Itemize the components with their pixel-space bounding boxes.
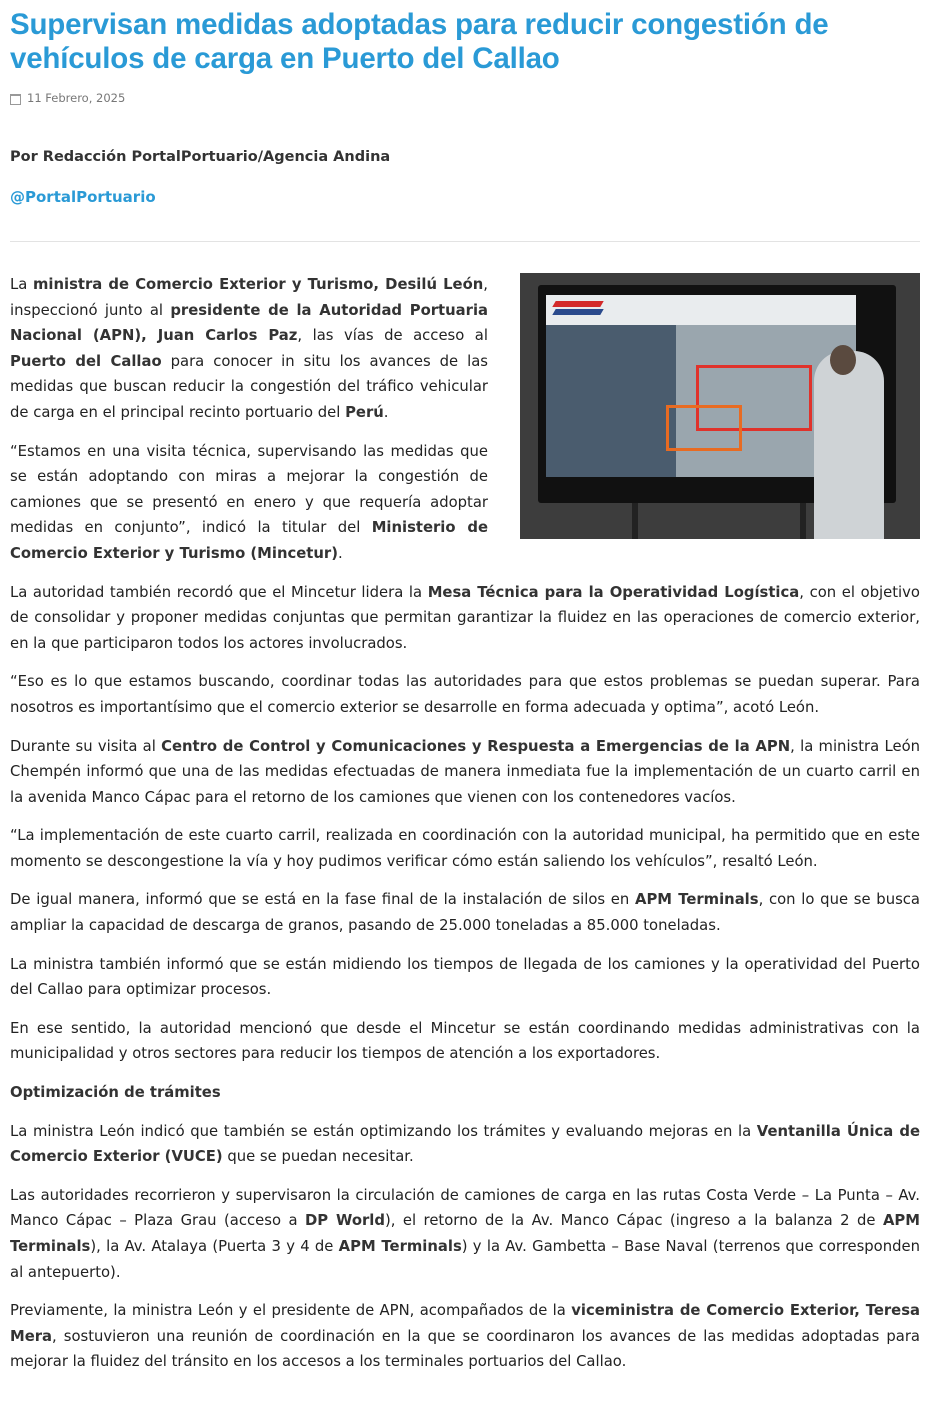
divider [10, 241, 920, 242]
paragraph-2: “Estamos en una visita técnica, supervisando las medidas que se están adoptando con miras a mejorar la congestión de camiones que se presentó en enero y que requería adoptar medidas en conjunto”, indicó la titular del Ministerio de Comercio Exterior y Turismo (Mincetur). [10, 442, 488, 562]
paragraph-9: En ese sentido, la autoridad mencionó que desde el Mincetur se están coordinando medidas administrativas con la municipalidad y otros sectores para reducir los tiempos de atención a los exportadores. [10, 1019, 920, 1063]
section-subheading: Optimización de trámites [10, 1084, 221, 1102]
map-header [546, 295, 856, 325]
tv-stand-right [800, 503, 806, 539]
article-date [10, 91, 920, 105]
paragraph-1: La ministra de Comercio Exterior y Turismo, Desilú León, inspeccionó junto al presidente de la Autoridad Portuaria Nacional (APN), Juan Carlos Paz, las vías de acceso al Puerto del Callao para conocer in situ los avances de las medidas que buscan reducir la congestión del tráfico vehicular de carga en el principal recinto portuario del Perú. [10, 276, 489, 421]
author-handle-link[interactable]: @PortalPortuario [10, 188, 156, 206]
photo-person-head [830, 345, 856, 375]
tv-stand-left [632, 503, 638, 539]
logo-blue-stripe [552, 309, 603, 315]
paragraph-4: “Eso es lo que estamos buscando, coordinar todas las autoridades para que estos problemas se puedan superar. Para nosotros es importantísimo que el comercio exterior se desarrolle en forma adecuada y optima”, acotó León. [10, 673, 920, 716]
photo-person-body [814, 351, 884, 539]
date-text: 11 Febrero, 2025 [27, 91, 126, 105]
paragraph-12: Previamente, la ministra León y el presidente de APN, acompañados de la viceministra de Comercio Exterior, Teresa Mera, sostuvieron una reunión de coordinación en la que se coordinaron los avances de las medidas adoptadas para mejorar la fluidez del tránsito en los accesos a los terminales portuarios del Callao. [10, 1302, 920, 1371]
map-water [546, 325, 676, 477]
byline: Por Redacción PortalPortuario/Agencia Andina [10, 149, 391, 165]
calendar-icon [10, 94, 21, 105]
paragraph-8: La ministra también informó que se están midiendo los tiempos de llegada de los camiones y la operatividad del Puerto del Callao para optimizar procesos. [10, 955, 920, 999]
article-photo [520, 273, 920, 539]
map-route-2 [666, 405, 742, 451]
paragraph-6: “La implementación de este cuarto carril, realizada en coordinación con la autoridad municipal, ha permitido que en este momento se descongestione la vía y hoy pudimos verificar cómo están saliendo los vehículos”, resaltó León. [10, 827, 920, 870]
paragraph-5: Durante su visita al Centro de Control y Comunicaciones y Respuesta a Emergencias de la APN, la ministra León Chempén informó que una de las medidas efectuadas de manera inmediata fue la implementación de un cuarto carril en la avenida Manco Cápac para el retorno de los camiones que vienen con los contenedores vacíos. [10, 737, 921, 806]
paragraph-7: De igual manera, informó que se está en la fase final de la instalación de silos en APM Terminals, con lo que se busca ampliar la capacidad de descarga de granos, pasando de 25.000 toneladas a 85.000 toneladas. [10, 891, 920, 935]
logo-red-stripe [552, 301, 603, 307]
photo-map-display [546, 295, 856, 477]
paragraph-10: La ministra León indicó que también se están optimizando los trámites y evaluando mejoras en la Ventanilla Única de Comercio Exterior (VUCE) que se puedan necesitar. [10, 1122, 920, 1166]
paragraph-3: La autoridad también recordó que el Mincetur lidera la Mesa Técnica para la Operatividad Logística, con el objetivo de consolidar y proponer medidas conjuntas que permitan garantizar la fluidez en las operaciones de comercio exterior, en la que participaron todos los actores involucrados. [10, 583, 920, 652]
article-title: Supervisan medidas adoptadas para reducir congestión de vehículos de carga en Puerto del Callao [10, 8, 829, 75]
paragraph-11: Las autoridades recorrieron y supervisaron la circulación de camiones de carga en las rutas Costa Verde – La Punta – Av. Manco Cápac – Plaza Grau (acceso a DP World), el retorno de la Av. Manco Cápac (ingreso a la balanza 2 de APM Terminals), la Av. Atalaya (Puerta 3 y 4 de APM Terminals) y la Av. Gambetta – Base Naval (terrenos que corresponden al antepuerto). [10, 1186, 920, 1281]
